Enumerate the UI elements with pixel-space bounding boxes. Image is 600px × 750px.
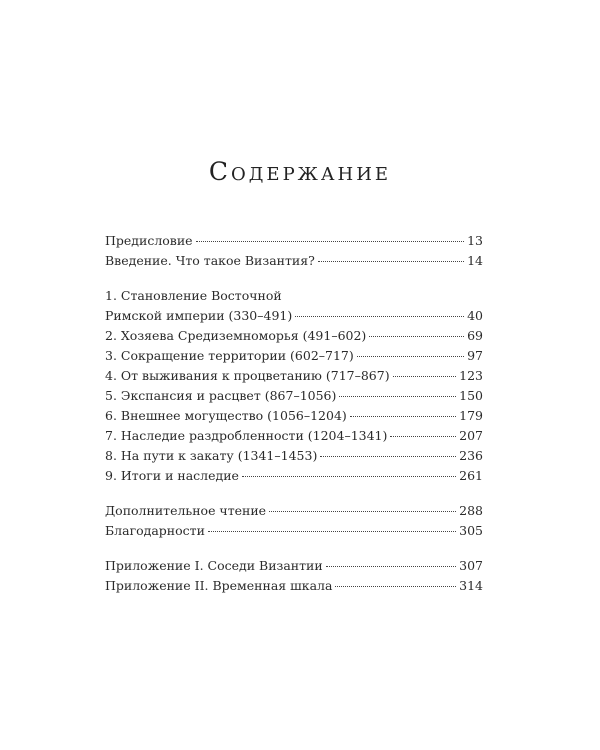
toc-entry-page: 97 bbox=[467, 348, 483, 363]
toc-entry-label: Дополнительное чтение bbox=[105, 503, 267, 518]
toc-entry[interactable] bbox=[105, 370, 483, 390]
toc-entry[interactable] bbox=[105, 580, 483, 600]
toc-entry[interactable] bbox=[105, 560, 483, 580]
dot-leader bbox=[242, 476, 456, 477]
toc-entry-page: 13 bbox=[467, 233, 483, 248]
toc-entry-title-line[interactable] bbox=[105, 290, 483, 310]
toc-entry[interactable] bbox=[105, 350, 483, 370]
toc-entry-label: 6. Внешнее могущество (1056–1204) bbox=[105, 408, 347, 423]
toc-entry-page: 40 bbox=[467, 308, 483, 323]
toc-entry-label: 7. Наследие раздробленности (1204–1341) bbox=[105, 428, 388, 443]
toc-entry[interactable] bbox=[105, 505, 483, 525]
toc-entry-label: 8. На пути к закату (1341–1453) bbox=[105, 448, 318, 463]
toc-entry-page: 150 bbox=[459, 388, 483, 403]
dot-leader bbox=[320, 456, 456, 457]
dot-leader bbox=[339, 396, 456, 397]
toc-entry-label: 3. Сокращение территории (602–717) bbox=[105, 348, 354, 363]
dot-leader bbox=[369, 336, 464, 337]
dot-leader bbox=[326, 566, 456, 567]
toc-entry-label: Предисловие bbox=[105, 233, 193, 248]
toc-entry[interactable] bbox=[105, 255, 483, 275]
dot-leader bbox=[318, 261, 464, 262]
toc-entry[interactable] bbox=[105, 410, 483, 430]
toc-entry-page: 207 bbox=[459, 428, 483, 443]
toc-entry-page: 261 bbox=[459, 468, 483, 483]
toc-entry[interactable] bbox=[105, 525, 483, 545]
dot-leader bbox=[350, 416, 456, 417]
toc-entry-label: 2. Хозяева Средиземноморья (491–602) bbox=[105, 328, 367, 343]
toc-entry-label: Приложение II. Временная шкала bbox=[105, 578, 333, 593]
toc-entry-page: 123 bbox=[459, 368, 483, 383]
toc-entry-page: 307 bbox=[459, 558, 483, 573]
toc-entry[interactable] bbox=[105, 470, 483, 490]
toc-entry-label: 5. Экспансия и расцвет (867–1056) bbox=[105, 388, 337, 403]
toc-entry[interactable] bbox=[105, 390, 483, 410]
toc-entry-label: 1. Становление Восточной bbox=[105, 288, 282, 303]
toc-entry-page: 69 bbox=[467, 328, 483, 343]
toc-entry[interactable] bbox=[105, 430, 483, 450]
dot-leader bbox=[335, 586, 456, 587]
toc-entry-page: 236 bbox=[459, 448, 483, 463]
dot-leader bbox=[295, 316, 464, 317]
toc-entry-label: Римской империи (330–491) bbox=[105, 308, 293, 323]
toc-entry[interactable] bbox=[105, 450, 483, 470]
dot-leader bbox=[393, 376, 457, 377]
toc-entry-label: 9. Итоги и наследие bbox=[105, 468, 239, 483]
toc-entry[interactable] bbox=[105, 310, 483, 330]
dot-leader bbox=[390, 436, 456, 437]
toc-entry-page: 305 bbox=[459, 523, 483, 538]
toc-entry-page: 314 bbox=[459, 578, 483, 593]
dot-leader bbox=[269, 511, 456, 512]
toc-entry-label: Приложение I. Соседи Византии bbox=[105, 558, 323, 573]
toc-entry[interactable] bbox=[105, 330, 483, 350]
toc-entry-label: Введение. Что такое Византия? bbox=[105, 253, 315, 268]
dot-leader bbox=[357, 356, 464, 357]
toc-entry-page: 179 bbox=[459, 408, 483, 423]
dot-leader bbox=[196, 241, 465, 242]
toc-entry[interactable] bbox=[105, 235, 483, 255]
dot-leader bbox=[208, 531, 456, 532]
toc-entry-page: 288 bbox=[459, 503, 483, 518]
table-of-contents bbox=[105, 235, 483, 600]
toc-entry-label: Благодарности bbox=[105, 523, 205, 538]
page-title: Содержание bbox=[208, 157, 392, 186]
toc-entry-label: 4. От выживания к процветанию (717–867) bbox=[105, 368, 390, 383]
toc-entry-page: 14 bbox=[467, 253, 483, 268]
